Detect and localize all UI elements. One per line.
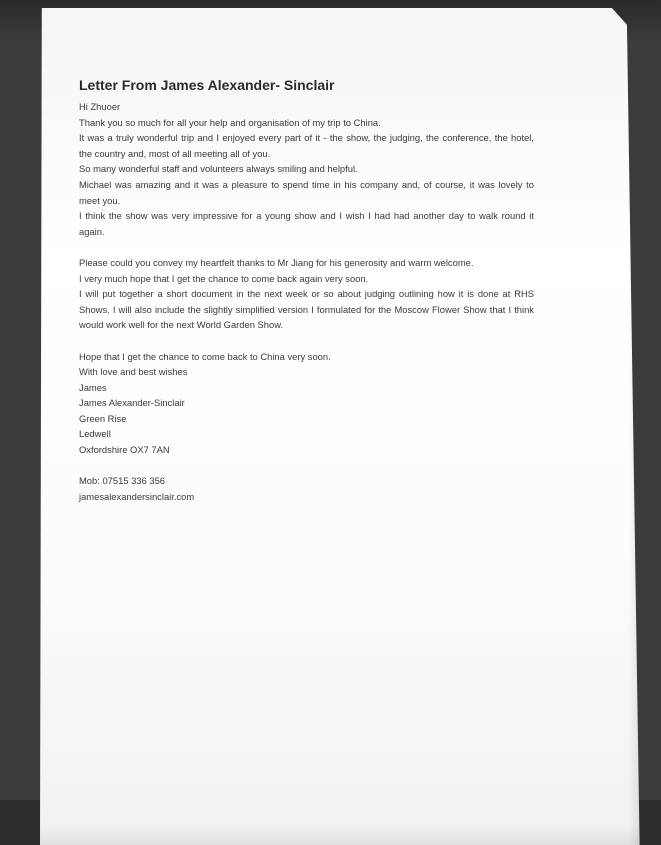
paragraph-line: So many wonderful staff and volunteers always smiling and helpful. bbox=[79, 163, 358, 175]
address-line: James Alexander-Sinclair bbox=[79, 397, 185, 409]
letter-body bbox=[79, 76, 534, 504]
paragraph-line: Michael was amazing and it was a pleasure to spend time in his company and, of course, it was lovely to meet you. bbox=[79, 178, 534, 206]
paragraph-line: I think the show was very impressive for a young show and I wish I had had another day to walk round it again. bbox=[79, 210, 534, 237]
paragraph-gap bbox=[79, 333, 534, 349]
letter-title: Letter From James Alexander- Sinclair bbox=[79, 77, 335, 93]
website: jamesalexandersinclair.com bbox=[79, 490, 195, 502]
signature-name: James bbox=[79, 381, 107, 393]
paragraph-gap bbox=[79, 239, 534, 255]
paragraph-gap bbox=[79, 458, 534, 474]
paragraph-line: I very much hope that I get the chance to come back again very soon. bbox=[79, 272, 369, 284]
phone-number: Mob: 07515 336 356 bbox=[79, 475, 166, 487]
address-line: Green Rise bbox=[79, 412, 127, 424]
paragraph-line: Thank you so much for all your help and organisation of my trip to China. bbox=[79, 116, 381, 128]
paragraph-line: Please could you convey my heartfelt thanks to Mr Jiang for his generosity and warm welcome. bbox=[79, 256, 474, 268]
closing-line: With love and best wishes bbox=[79, 366, 188, 378]
greeting: Hi Zhuoer bbox=[79, 101, 121, 112]
address-line: Ledwell bbox=[79, 428, 111, 440]
paragraph-line: I will put together a short document in the next week or so about judging outlining how it is done at RHS Shows. I will also include the slightly simplified version I formulated for the Moscow Flower Show that I think would work well for the next World Garden Show. bbox=[79, 288, 534, 331]
paper-shadow bbox=[628, 8, 642, 845]
paragraph-line: It was a truly wonderful trip and I enjoyed every part of it - the show, the judging, the conference, the hotel, the country and, most of all meeting all of you. bbox=[79, 132, 534, 159]
paper-shadow-bottom bbox=[40, 825, 642, 845]
closing-line: Hope that I get the chance to come back to China very soon. bbox=[79, 350, 331, 362]
address-line: Oxfordshire OX7 7AN bbox=[79, 444, 170, 456]
